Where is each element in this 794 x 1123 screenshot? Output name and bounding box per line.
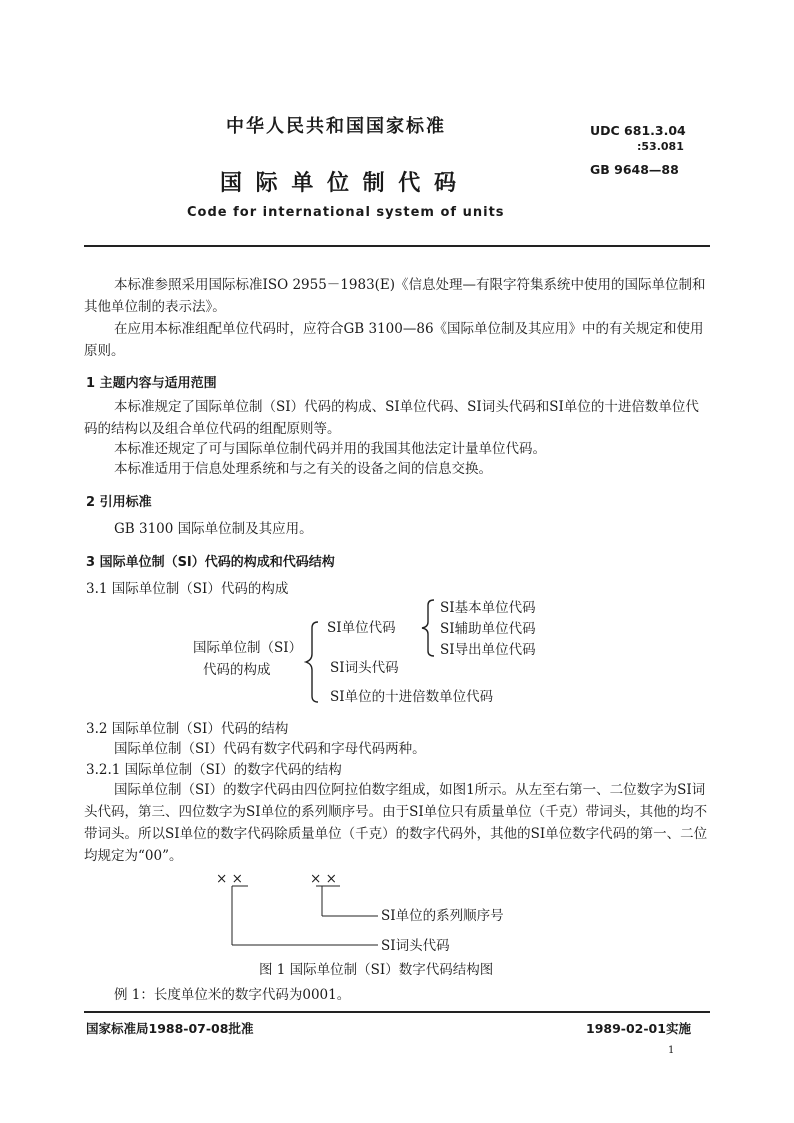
page-number: 1 — [668, 1045, 675, 1056]
udc-line1: UDC 681.3.04 — [590, 123, 686, 138]
subsection-3-2-1-paragraph: 国际单位制（SI）的数字代码由四位阿拉伯数字组成，如图1所示。从左至右第一、二位数字为SI词头代码，第三、四位数字为SI单位的系列顺序号。由于SI单位只有质量单位（千克）带词头，其他的均不带词头。所以SI单位的数字代码除质量单位（千克）的数字代码外，其他的SI单位数字代码的第一、二位均规定为“00”。 — [84, 782, 708, 864]
tree-supplementary-unit-code: SI辅助单位代码 — [440, 621, 536, 637]
intro-paragraph-2: 在应用本标准组配单位代码时，应符合GB 3100—86《国际单位制及其应用》中的有关规定和使用原则。 — [84, 321, 704, 359]
gb-number: GB 9648—88 — [590, 162, 679, 177]
english-title: Code for international system of units — [187, 205, 505, 220]
org-title: 中华人民共和国国家标准 — [226, 116, 446, 137]
section-2-reference: GB 3100 国际单位制及其应用。 — [114, 521, 313, 537]
figure-digits-series: × × — [310, 871, 337, 887]
tree-derived-unit-code: SI导出单位代码 — [440, 642, 536, 658]
approval-date: 国家标准局1988-07-08批准 — [86, 1021, 254, 1036]
subsection-3-2-1-heading: 3.2.1 国际单位制（SI）的数字代码的结构 — [86, 762, 342, 778]
effective-date: 1989-02-01实施 — [586, 1021, 691, 1036]
figure-label-series: SI单位的系列顺序号 — [381, 908, 504, 924]
tree-main-brace — [304, 620, 320, 704]
subsection-3-2-heading: 3.2 国际单位制（SI）代码的结构 — [86, 721, 289, 737]
section-1-paragraph-2: 本标准还规定了可与国际单位制代码并用的我国其他法定计量单位代码。 — [114, 441, 546, 457]
tree-decimal-multiple-code: SI单位的十进倍数单位代码 — [330, 689, 494, 705]
section-2-heading: 2 引用标准 — [86, 495, 152, 510]
tree-unit-brace — [420, 598, 436, 658]
doc-title: 国 际 单 位 制 代 码 — [220, 171, 459, 196]
tree-unit-code: SI单位代码 — [327, 620, 396, 636]
subsection-3-1-heading: 3.1 国际单位制（SI）代码的构成 — [86, 581, 289, 597]
intro-paragraph-1: 本标准参照采用国际标准ISO 2955－1983(E)《信息处理—有限字符集系统中使用的国际单位制和其他单位制的表示法》。 — [84, 277, 706, 315]
figure-label-prefix: SI词头代码 — [381, 938, 450, 954]
tree-base-unit-code: SI基本单位代码 — [440, 600, 536, 616]
figure-caption: 图 1 国际单位制（SI）数字代码结构图 — [259, 962, 494, 978]
section-1-paragraph-3: 本标准适用于信息处理系统和与之有关的设备之间的信息交换。 — [114, 461, 492, 477]
section-3-heading: 3 国际单位制（SI）代码的构成和代码结构 — [86, 555, 335, 570]
figure-digits-prefix: × × — [216, 871, 243, 887]
figure-connector-lines — [220, 884, 380, 954]
udc-line2: :53.081 — [637, 140, 684, 153]
example-1: 例 1：长度单位米的数字代码为0001。 — [114, 987, 351, 1003]
tree-root-line-1: 国际单位制（SI） — [193, 640, 303, 656]
tree-root-line-2: 代码的构成 — [203, 662, 271, 678]
section-1-paragraph-1: 本标准规定了国际单位制（SI）代码的构成、SI单位代码、SI词头代码和SI单位的十进倍数单位代码的结构以及组合单位代码的组配原则等。 — [84, 399, 699, 437]
tree-prefix-code: SI词头代码 — [330, 660, 399, 676]
header-rule — [84, 245, 710, 247]
section-1-heading: 1 主题内容与适用范围 — [86, 376, 217, 391]
footer-rule — [84, 1011, 710, 1013]
subsection-3-2-paragraph: 国际单位制（SI）代码有数字代码和字母代码两种。 — [114, 741, 426, 757]
